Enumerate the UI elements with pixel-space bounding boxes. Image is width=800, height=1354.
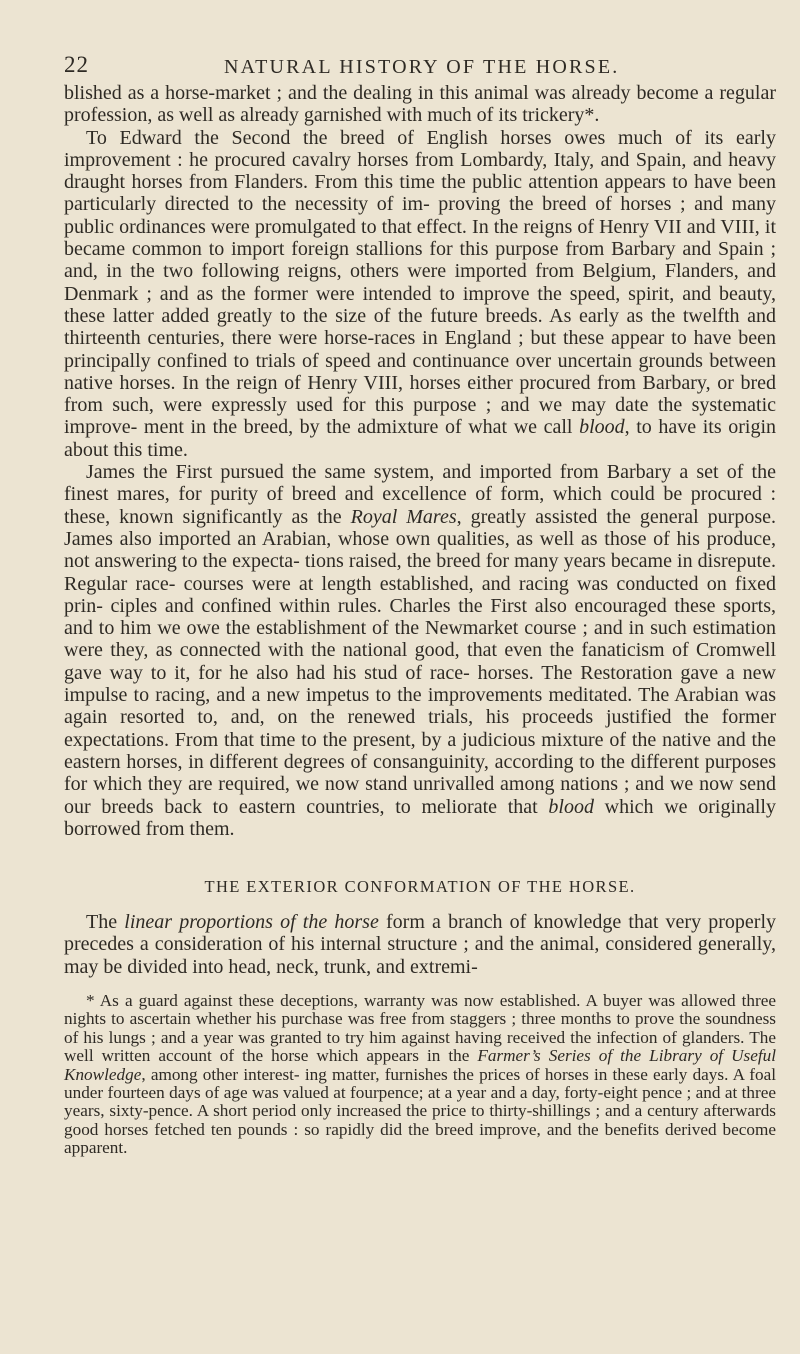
paragraph-3 <box>64 461 776 840</box>
page-number: 22 <box>64 52 89 77</box>
running-title: NATURAL HISTORY OF THE HORSE. <box>224 56 620 78</box>
footnote-part-a: * As a guard against these deceptions, warranty was now established. A buyer was allowed three nights to ascertain whether his purchase was free from staggers ; three months to prove the soundness of his lungs ; and a year was granted to try him against having received the infection of glanders. The well written account of the horse which appears in the <box>64 990 776 1066</box>
italic-blood: blood <box>579 416 625 439</box>
italic-royal-mares: Royal Mares <box>350 505 457 528</box>
footnote <box>64 992 776 1158</box>
italic-linear-proportions: linear proportions of the horse <box>124 911 379 934</box>
book-page <box>64 52 776 1158</box>
section-paragraph <box>64 911 776 978</box>
italic-blood-2: blood <box>548 795 594 818</box>
paragraph-3-part-a: James the First pursued the same system, and imported from Barbary a set of the finest mares, for purity of breed and excellence of form, which could be procured : these, known significantly as the <box>64 461 776 528</box>
paragraph-2-text: To Edward the Second the breed of English horses owes much of its early improvement : he procured cavalry horses from Lombardy, Italy, and Spain, and heavy draught horses from Flanders. From this time the public attention appears to have been particularly directed to the necessity of im- proving the breed of horses ; and many public ordinances were promulgated to that effect. In the reigns of Henry VII and VIII, it became common to import foreign stallions for this purpose from Barbary and Spain ; and, in the two following reigns, others were imported from Belgium, Flanders, and Denmark ; and as the former were intended to improve the speed, spirit, and beauty, these latter added greatly to the size of the future breeds. As early as the twelfth and thirteenth centuries, there were horse-races in England ; but these appear to have been principally confined to trials of speed and continuance over uncertain grounds between native horses. In the reign of Henry VIII, horses either procured from Barbary, or bred from such, were expressly used for this purpose ; and we may date the systematic improve- ment in the breed, by the admixture of what we call <box>64 126 776 439</box>
footnote-part-b: , among other interest- ing matter, furnishes the prices of horses in these early days. A foal under fourteen days of age was valued at fourpence; at a year and a day, forty-eight pence ; and at three years, sixty-pence. A short period only increased the price to thirty-shillings ; and a century afterwards good horses fetched ten pounds : so rapidly did the breed improve, and the benefits derived become apparent. <box>64 1064 776 1158</box>
section-paragraph-start: The <box>86 911 125 934</box>
section-paragraph-rest: form a branch of knowledge that very properly precedes a consideration of his internal structure ; and the animal, considered generally, may be divided into head, neck, trunk, and extremi- <box>64 911 776 978</box>
main-text <box>64 82 776 840</box>
paragraph-2 <box>64 127 776 461</box>
paragraph-3-part-c: which we originally borrowed from them. <box>64 795 776 840</box>
paragraph-2-end: , to have its origin about this time. <box>64 416 776 461</box>
paragraph-1-text: blished as a horse-market ; and the dealing in this animal was already become a regular profession, as well as already garnished with much of its trickery*. <box>64 82 776 127</box>
paragraph-1 <box>64 82 776 127</box>
section-text <box>64 911 776 978</box>
paragraph-3-part-b: , greatly assisted the general purpose. James also imported an Arabian, whose own qualities, as well as those of his produce, not answering to the expecta- tions raised, the breed for many years became in disrepute. Regular race- courses were at length established, and racing was conducted on fixed prin- ciples and confined within rules. Charles the First also encouraged these sports, and to him we owe the establishment of the Newmarket course ; and in such estimation were they, as connected with the national good, that even the fanaticism of Cromwell gave way to it, for he also had his stud of race- horses. The Restoration gave a new impulse to racing, and a new impetus to the improvements meditated. The Arabian was again resorted to, and, on the renewed trials, his proceeds justified the former expectations. From that time to the present, by a judicious mixture of the native and the eastern horses, in different degrees of consanguinity, according to the different purposes for which they are required, we now stand unrivalled among nations ; and we now send our breeds back to eastern countries, to meliorate that <box>64 505 776 818</box>
section-heading: THE EXTERIOR CONFORMATION OF THE HORSE. <box>204 877 636 897</box>
italic-farmers-series: Farmer’s Series of the Library of Useful Knowledge <box>64 1046 776 1084</box>
running-head <box>64 52 776 82</box>
